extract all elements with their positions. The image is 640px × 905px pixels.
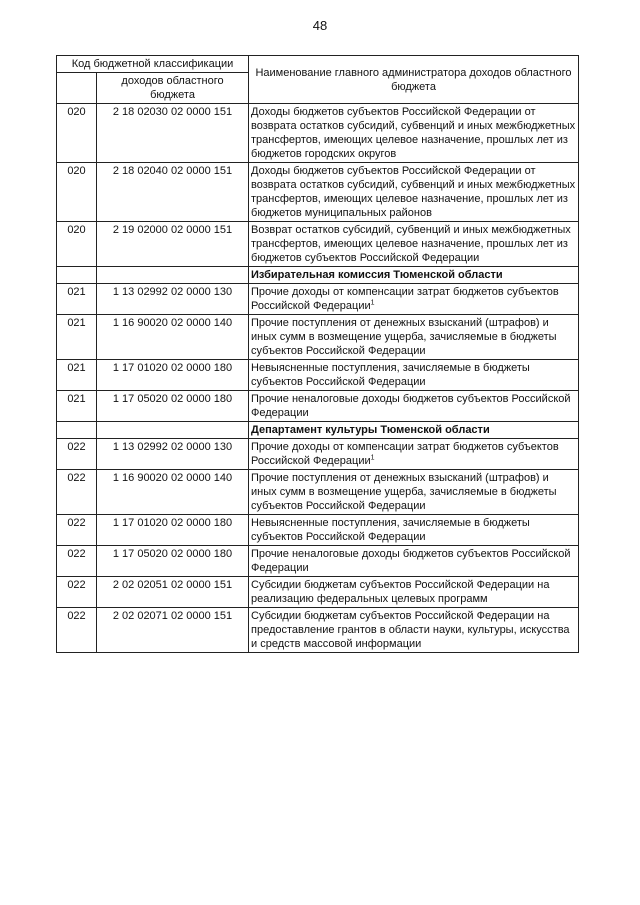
budget-classification-code-header: Код бюджетной классификации [57, 56, 249, 73]
table-row [57, 515, 579, 546]
administrator-code: 022 [57, 515, 97, 546]
table-row [57, 470, 579, 515]
revenue-code-header: доходов областного бюджета [97, 73, 249, 104]
section-code-cell [97, 267, 249, 284]
revenue-code: 1 16 90020 02 0000 140 [97, 315, 249, 360]
revenue-code: 1 16 90020 02 0000 140 [97, 470, 249, 515]
table-row [57, 360, 579, 391]
table-row [57, 577, 579, 608]
footnote-marker: 1 [370, 454, 375, 462]
revenue-name: Прочие неналоговые доходы бюджетов субъектов Российской Федерации [251, 548, 571, 574]
administrator-code: 021 [57, 391, 97, 422]
revenue-code: 1 17 01020 02 0000 180 [97, 515, 249, 546]
section-code-cell [97, 422, 249, 439]
revenue-name: Возврат остатков субсидий, субвенций и иных межбюджетных трансфертов, имеющих целевое назначение, прошлых лет из бюджетов субъектов Российской Федерации [251, 224, 571, 264]
revenue-name-cell [249, 577, 579, 608]
revenue-name-cell [249, 284, 579, 315]
revenue-name: Невыясненные поступления, зачисляемые в бюджеты субъектов Российской Федерации [251, 517, 530, 543]
administrator-code-header [57, 73, 97, 104]
revenue-name: Невыясненные поступления, зачисляемые в бюджеты субъектов Российской Федерации [251, 362, 530, 388]
administrator-code: 021 [57, 360, 97, 391]
revenue-name: Прочие поступления от денежных взысканий (штрафов) и иных сумм в возмещение ущерба, зачисляемые в бюджеты субъектов Российской Федерации [251, 472, 557, 512]
revenue-name: Субсидии бюджетам субъектов Российской Федерации на реализацию федеральных целевых программ [251, 579, 550, 605]
section-row [57, 422, 579, 439]
table-header [57, 56, 579, 104]
revenue-name: Прочие поступления от денежных взысканий (штрафов) и иных сумм в возмещение ущерба, зачисляемые в бюджеты субъектов Российской Федерации [251, 317, 557, 357]
revenue-name-cell [249, 360, 579, 391]
administrator-code: 022 [57, 608, 97, 653]
revenue-code: 1 17 05020 02 0000 180 [97, 546, 249, 577]
table-row [57, 315, 579, 360]
administrator-code: 021 [57, 284, 97, 315]
revenue-name: Субсидии бюджетам субъектов Российской Федерации на предоставление грантов в области науки, культуры, искусства и средств массовой информации [251, 610, 570, 650]
revenue-code: 2 19 02000 02 0000 151 [97, 222, 249, 267]
revenue-name: Прочие доходы от компенсации затрат бюджетов субъектов Российской Федерации [251, 286, 559, 312]
table-row [57, 222, 579, 267]
revenue-name-cell [249, 163, 579, 222]
revenue-code: 2 02 02071 02 0000 151 [97, 608, 249, 653]
table-row [57, 546, 579, 577]
revenue-code: 2 18 02030 02 0000 151 [97, 104, 249, 163]
table-row [57, 104, 579, 163]
revenue-code: 1 17 05020 02 0000 180 [97, 391, 249, 422]
revenue-name: Доходы бюджетов субъектов Российской Федерации от возврата остатков субсидий, субвенций и иных межбюджетных трансфертов, имеющих целевое назначение, прошлых лет из бюджетов городских округов [251, 106, 576, 160]
section-admin-cell [57, 267, 97, 284]
revenue-code: 2 02 02051 02 0000 151 [97, 577, 249, 608]
revenue-code: 1 17 01020 02 0000 180 [97, 360, 249, 391]
administrator-code: 022 [57, 577, 97, 608]
administrator-code: 020 [57, 104, 97, 163]
revenue-name-cell [249, 391, 579, 422]
administrator-code: 020 [57, 163, 97, 222]
section-title: Департамент культуры Тюменской области [249, 422, 579, 439]
table-body [57, 104, 579, 653]
revenue-name-cell [249, 608, 579, 653]
revenue-name-cell [249, 104, 579, 163]
administrator-code: 022 [57, 439, 97, 470]
administrator-code: 021 [57, 315, 97, 360]
revenue-code: 2 18 02040 02 0000 151 [97, 163, 249, 222]
section-admin-cell [57, 422, 97, 439]
section-title: Избирательная комиссия Тюменской области [249, 267, 579, 284]
administrator-code: 022 [57, 546, 97, 577]
revenue-classification-table [56, 55, 579, 653]
table-row [57, 608, 579, 653]
footnote-marker: 1 [370, 299, 375, 307]
revenue-name-cell [249, 470, 579, 515]
table-row [57, 284, 579, 315]
table-row [57, 391, 579, 422]
administrator-code: 022 [57, 470, 97, 515]
revenue-name-cell [249, 222, 579, 267]
revenue-name-cell [249, 546, 579, 577]
table-row [57, 163, 579, 222]
revenue-name: Прочие неналоговые доходы бюджетов субъектов Российской Федерации [251, 393, 571, 419]
revenue-name: Прочие доходы от компенсации затрат бюджетов субъектов Российской Федерации [251, 441, 559, 467]
revenue-code: 1 13 02992 02 0000 130 [97, 284, 249, 315]
revenue-name-cell [249, 439, 579, 470]
administrator-name-header: Наименование главного администратора доходов областного бюджета [249, 56, 579, 104]
table-row [57, 439, 579, 470]
revenue-code: 1 13 02992 02 0000 130 [97, 439, 249, 470]
revenue-name: Доходы бюджетов субъектов Российской Федерации от возврата остатков субсидий, субвенций и иных межбюджетных трансфертов, имеющих целевое назначение, прошлых лет из бюджетов муниципальных районов [251, 165, 576, 219]
revenue-name-cell [249, 515, 579, 546]
section-row [57, 267, 579, 284]
revenue-name-cell [249, 315, 579, 360]
page-number: 48 [312, 18, 328, 33]
administrator-code: 020 [57, 222, 97, 267]
